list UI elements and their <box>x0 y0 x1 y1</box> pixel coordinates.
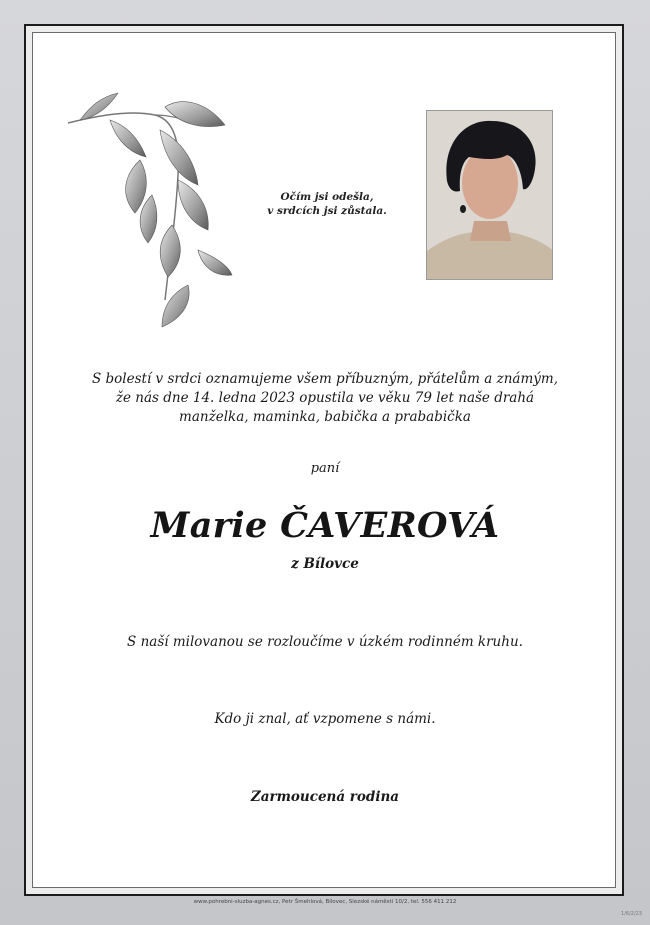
origin: z Bílovce <box>291 556 359 572</box>
signature: Zarmoucená rodina <box>250 789 400 805</box>
remember-text: Kdo ji znal, ať vzpomene s námi. <box>214 711 436 727</box>
motto-line-2: v srdcích jsi zůstala. <box>267 205 387 217</box>
farewell-text: S naší milovanou se rozloučíme v úzkém rodinném kruhu. <box>127 634 523 650</box>
footer-contact: www.pohrebni-sluzba-agnes.cz, Petr Šmehlová, Bílovec, Slezské náměstí 10/2, tel. 556 411 212 <box>193 899 457 905</box>
document-code: 1/6/2/23 <box>621 911 642 917</box>
motto-line-1: Očím jsi odešla, <box>280 191 374 203</box>
title-prefix: paní <box>310 461 340 476</box>
portrait-photo <box>426 110 553 280</box>
announcement-line-1: S bolestí v srdci oznamujeme všem příbuzným, přátelům a známým, <box>91 371 558 387</box>
announcement-line-3: manželka, maminka, babička a prababička <box>179 409 471 425</box>
leaf-branch-decoration <box>60 85 240 335</box>
announcement <box>0 370 650 427</box>
motto <box>262 190 392 218</box>
portrait-image <box>427 111 553 280</box>
deceased-name: Marie ČAVEROVÁ <box>150 505 500 546</box>
announcement-line-2: že nás dne 14. ledna 2023 opustila ve věku 79 let naše drahá <box>115 390 535 406</box>
